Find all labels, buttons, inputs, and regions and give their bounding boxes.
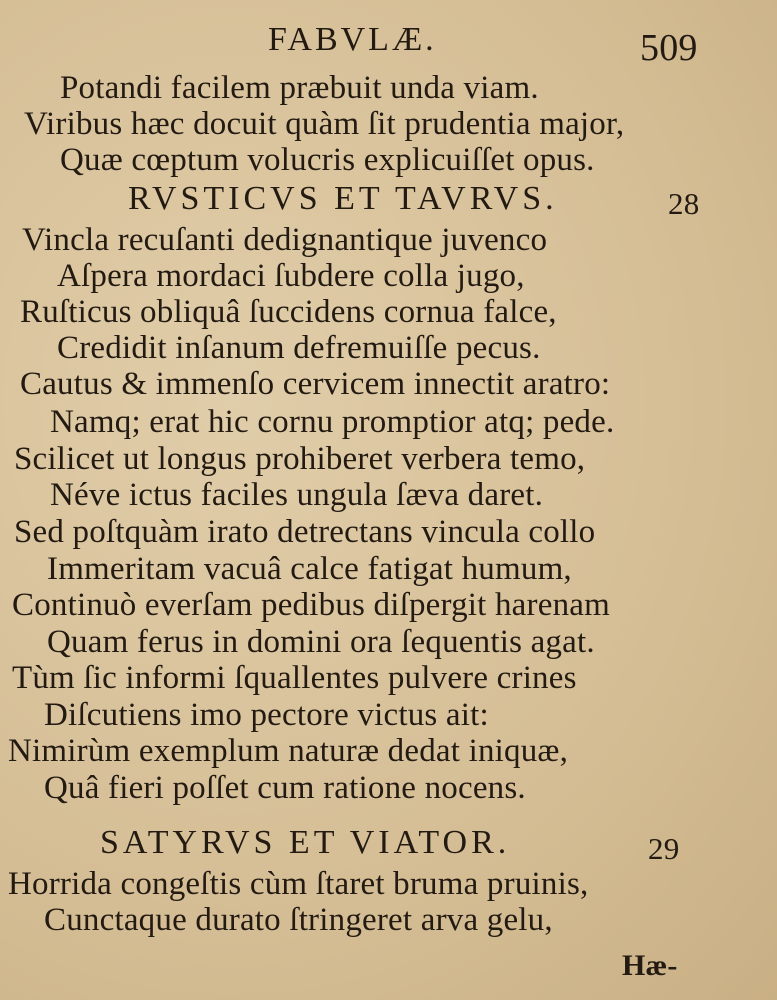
verse-line: Tùm ſic informi ſquallentes pulvere crines	[12, 660, 577, 696]
fable-number: 29	[648, 831, 680, 866]
verse-line: Scilicet ut longus prohiberet verbera temo,	[14, 441, 586, 477]
fable-title: RVSTICVS ET TAVRVS.	[128, 180, 558, 217]
verse-line: Cautus & immenſo cervicem innectit aratro:	[20, 366, 611, 402]
verse-line: Néve ictus faciles ungula ſæva daret.	[50, 477, 544, 513]
verse-line: Credidit inſanum defremuiſſe pecus.	[57, 330, 541, 366]
verse-line: Immeritam vacuâ calce fatigat humum,	[47, 551, 572, 587]
verse-line: Sed poſtquàm irato detrectans vincula collo	[14, 514, 596, 550]
catchword: Hæ-	[622, 949, 678, 982]
verse-line: Continuò everſam pedibus diſpergit harenam	[12, 587, 610, 623]
verse-line: Ruſticus obliquâ ſuccidens cornua falce,	[20, 294, 557, 330]
verse-line: Quæ cœptum volucris explicuiſſet opus.	[60, 142, 595, 178]
fable-title: SATYRVS ET VIATOR.	[100, 824, 511, 861]
fable-number: 28	[668, 186, 700, 221]
verse-line: Potandi facilem præbuit unda viam.	[60, 70, 539, 106]
verse-line: Diſcutiens imo pectore victus ait:	[44, 697, 489, 733]
running-title: FABVLÆ.	[268, 21, 437, 58]
page-number: 509	[640, 27, 698, 69]
verse-line: Namq; erat hic cornu promptior atq; pede.	[50, 404, 615, 440]
verse-line: Cunctaque durato ſtringeret arva gelu,	[44, 902, 553, 938]
verse-line: Nimirùm exemplum naturæ dedat iniquæ,	[8, 733, 569, 769]
verse-line: Quâ fieri poſſet cum ratione nocens.	[44, 770, 526, 806]
verse-line: Viribus hæc docuit quàm ſit prudentia major,	[24, 106, 625, 142]
verse-line: Quam ferus in domini ora ſequentis agat.	[47, 624, 595, 660]
verse-line: Horrida congeſtis cùm ſtaret bruma pruinis,	[8, 866, 589, 902]
verse-line: Vincla recuſanti dedignantique juvenco	[22, 222, 548, 258]
verse-line: Aſpera mordaci ſubdere colla jugo,	[57, 258, 525, 294]
